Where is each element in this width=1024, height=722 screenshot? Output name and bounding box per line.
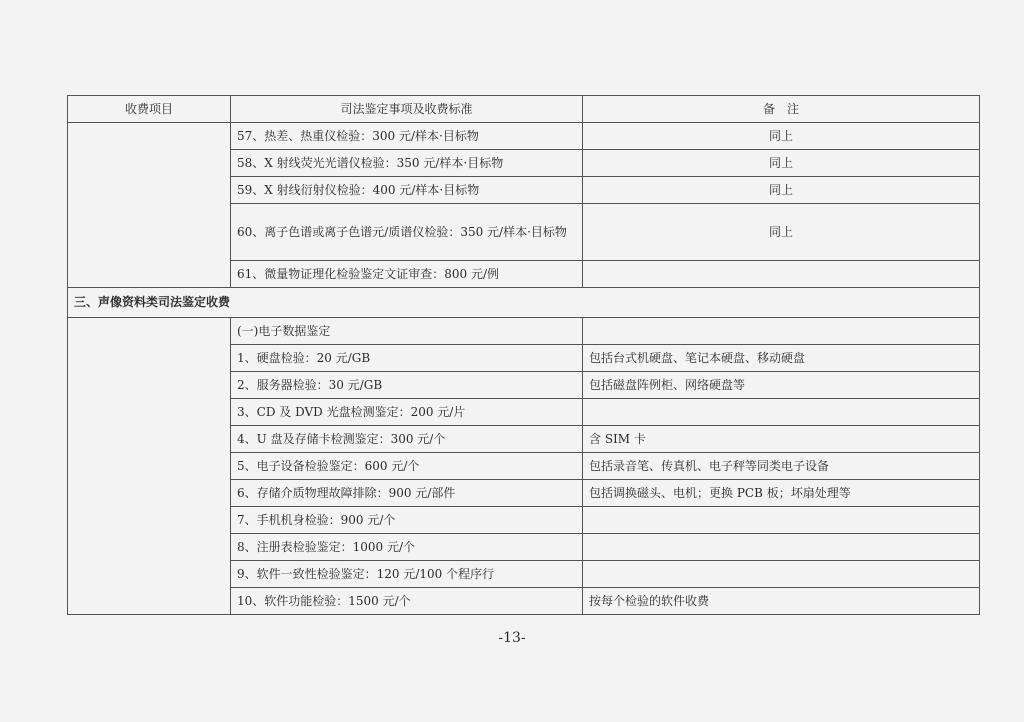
standard-cell: 1、硬盘检验：20 元/GB — [231, 345, 583, 372]
remark-cell: 含 SIM 卡 — [583, 426, 980, 453]
standard-cell: 58、X 射线荧光光谱仪检验：350 元/样本·目标物 — [231, 150, 583, 177]
remark-cell — [583, 261, 980, 288]
standard-cell: 6、存储介质物理故障排除：900 元/部件 — [231, 480, 583, 507]
standard-cell: 5、电子设备检验鉴定：600 元/个 — [231, 453, 583, 480]
remark-cell: 同上 — [583, 123, 980, 150]
standard-cell: 59、X 射线衍射仪检验：400 元/样本·目标物 — [231, 177, 583, 204]
standard-cell: 61、微量物证理化检验鉴定文证审查：800 元/例 — [231, 261, 583, 288]
standard-cell: 8、注册表检验鉴定：1000 元/个 — [231, 534, 583, 561]
remark-cell: 同上 — [583, 204, 980, 261]
remark-cell — [583, 399, 980, 426]
subsection-title: (一)电子数据鉴定 — [231, 318, 583, 345]
standard-cell: 7、手机机身检验：900 元/个 — [231, 507, 583, 534]
header-remarks: 备 注 — [583, 96, 980, 123]
standard-cell: 57、热差、热重仪检验：300 元/样本·目标物 — [231, 123, 583, 150]
page-number: -13- — [498, 630, 526, 646]
header-fee-item: 收费项目 — [68, 96, 231, 123]
remark-cell: 包括调换磁头、电机；更换 PCB 板；坏扇处理等 — [583, 480, 980, 507]
section-row — [68, 288, 980, 318]
remark-cell — [583, 534, 980, 561]
standard-cell: 10、软件功能检验：1500 元/个 — [231, 588, 583, 615]
remark-cell — [583, 507, 980, 534]
fee-table — [67, 95, 980, 615]
fee-item-cell-empty — [68, 123, 231, 288]
table-header-row — [68, 96, 980, 123]
fee-item-cell-empty — [68, 318, 231, 615]
remark-cell — [583, 561, 980, 588]
standard-cell: 60、离子色谱或离子色谱元/质谱仪检验：350 元/样本·目标物 — [231, 204, 583, 261]
standard-cell: 2、服务器检验：30 元/GB — [231, 372, 583, 399]
section-title: 三、声像资料类司法鉴定收费 — [68, 288, 980, 318]
header-standard: 司法鉴定事项及收费标准 — [231, 96, 583, 123]
remark-cell — [583, 318, 980, 345]
standard-cell: 4、U 盘及存储卡检测鉴定：300 元/个 — [231, 426, 583, 453]
table-row — [68, 318, 980, 345]
remark-cell: 按每个检验的软件收费 — [583, 588, 980, 615]
table-row — [68, 123, 980, 150]
standard-cell: 9、软件一致性检验鉴定：120 元/100 个程序行 — [231, 561, 583, 588]
remark-cell: 包括台式机硬盘、笔记本硬盘、移动硬盘 — [583, 345, 980, 372]
remark-cell: 同上 — [583, 177, 980, 204]
remark-cell: 包括磁盘阵例柜、网络硬盘等 — [583, 372, 980, 399]
standard-cell: 3、CD 及 DVD 光盘检测鉴定：200 元/片 — [231, 399, 583, 426]
remark-cell: 同上 — [583, 150, 980, 177]
remark-cell: 包括录音笔、传真机、电子秤等同类电子设备 — [583, 453, 980, 480]
